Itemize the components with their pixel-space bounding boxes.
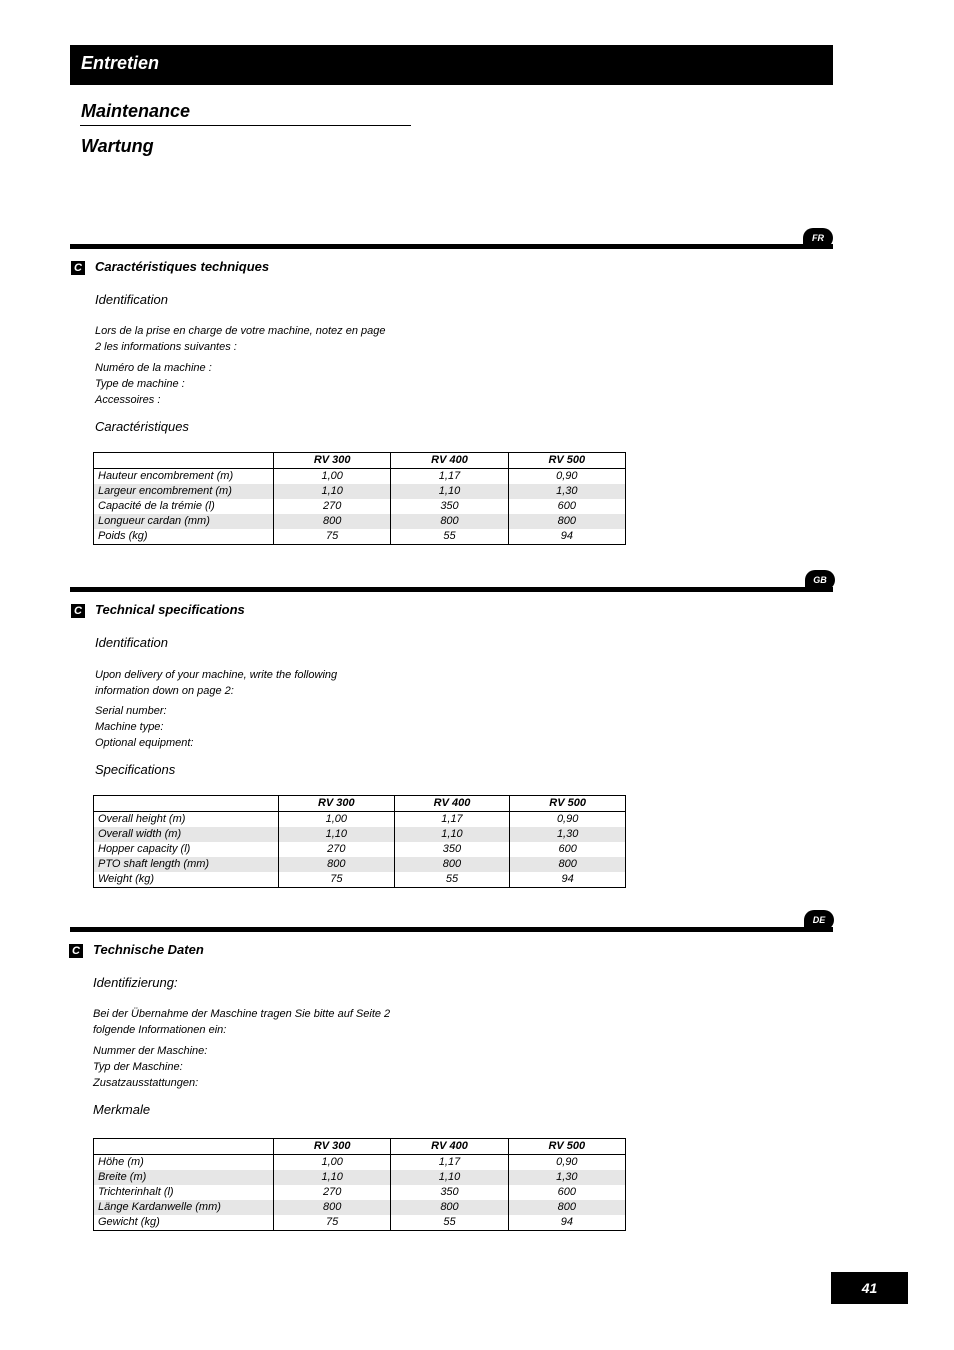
subtitle-maintenance: Maintenance [81, 101, 191, 121]
spec-table-de [93, 1138, 626, 1231]
identification-fields-de [93, 1043, 207, 1091]
intro-text-fr: Lors de la prise en charge de votre machine, notez en page 2 les informations suivantes : [95, 325, 386, 353]
column-header: RV 500 [508, 1139, 625, 1155]
section-title-de: Technische Daten [93, 942, 204, 957]
table-row: Länge Kardanwelle (mm) 800 800 800 [94, 1200, 626, 1215]
page-title: Entretien [81, 53, 160, 73]
section-title-gb: Technical specifications [95, 602, 245, 617]
field-label: Zusatzausstattungen: [93, 1077, 199, 1089]
field-label: Numéro de la machine : [95, 362, 212, 374]
table-row: Largeur encombrement (m) 1,10 1,10 1,30 [94, 484, 626, 499]
identification-heading-fr: Identification [95, 292, 168, 307]
section-divider-gb [70, 587, 833, 592]
language-tab-gb: GB [805, 570, 835, 590]
field-label: Serial number: [95, 705, 167, 717]
table-row: PTO shaft length (mm) 800 800 800 [94, 857, 626, 872]
column-header: RV 300 [279, 796, 395, 812]
field-label: Optional equipment: [95, 737, 194, 749]
characteristics-heading-fr: Caractéristiques [95, 419, 189, 434]
section-title-fr: Caractéristiques techniques [95, 259, 270, 274]
field-label: Machine type: [95, 721, 164, 733]
language-tab-de: DE [804, 910, 834, 930]
table-row: Poids (kg) 75 55 94 [94, 529, 626, 545]
identification-fields-fr [95, 360, 212, 408]
intro-text-gb: Upon delivery of your machine, write the following information down on page 2: [95, 669, 338, 697]
spec-table-gb [93, 795, 626, 888]
field-label: Nummer der Maschine: [93, 1045, 208, 1057]
section-marker-fr: C [71, 261, 85, 275]
table-row: Overall height (m) 1,00 1,17 0,90 [94, 812, 626, 828]
identification-heading-de: Identifizierung: [93, 975, 178, 990]
section-marker-de: C [69, 944, 83, 958]
table-row: Capacité de la trémie (l) 270 350 600 [94, 499, 626, 514]
column-header: RV 500 [510, 796, 626, 812]
table-row: Breite (m) 1,10 1,10 1,30 [94, 1170, 626, 1185]
column-header: RV 300 [274, 453, 391, 469]
section-marker-gb: C [71, 604, 85, 618]
table-row: Hauteur encombrement (m) 1,00 1,17 0,90 [94, 469, 626, 485]
table-row: Weight (kg) 75 55 94 [94, 872, 626, 888]
column-header: RV 300 [274, 1139, 391, 1155]
table-header-row [94, 796, 626, 812]
table-row: Overall width (m) 1,10 1,10 1,30 [94, 827, 626, 842]
field-label: Typ der Maschine: [93, 1061, 183, 1073]
subtitle-wartung: Wartung [81, 136, 154, 156]
table-row: Trichterinhalt (l) 270 350 600 [94, 1185, 626, 1200]
column-header: RV 400 [394, 796, 510, 812]
field-label: Accessoires : [95, 394, 161, 406]
table-row: Gewicht (kg) 75 55 94 [94, 1215, 626, 1231]
table-row: Höhe (m) 1,00 1,17 0,90 [94, 1155, 626, 1171]
table-row: Longueur cardan (mm) 800 800 800 [94, 514, 626, 529]
identification-fields-gb [95, 703, 193, 751]
characteristics-heading-de: Merkmale [93, 1102, 151, 1117]
header-bar [70, 45, 833, 85]
subtitle-underline [80, 125, 411, 126]
section-divider-de [70, 927, 833, 932]
identification-heading-gb: Identification [95, 635, 168, 650]
page-number: 41 [831, 1272, 908, 1304]
column-header: RV 400 [391, 453, 508, 469]
column-header: RV 400 [391, 1139, 508, 1155]
language-tab-fr: FR [803, 228, 833, 248]
column-header: RV 500 [508, 453, 625, 469]
field-label: Type de machine : [95, 378, 185, 390]
table-header-row [94, 453, 626, 469]
table-row: Hopper capacity (l) 270 350 600 [94, 842, 626, 857]
characteristics-heading-gb: Specifications [95, 762, 176, 777]
intro-text-de: Bei der Übernahme der Maschine tragen Sie bitte auf Seite 2 folgende Informationen ein: [93, 1008, 391, 1036]
spec-table-fr [93, 452, 626, 545]
section-divider-fr [70, 244, 833, 249]
table-header-row [94, 1139, 626, 1155]
